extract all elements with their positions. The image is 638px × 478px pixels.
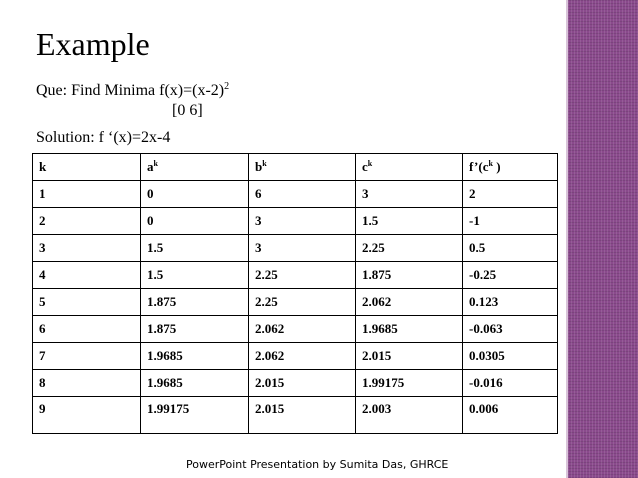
cell-b: 6 [249, 181, 356, 208]
cell-c: 2.25 [356, 235, 463, 262]
cell-b: 3 [249, 208, 356, 235]
header-bk: $b^k$ [249, 154, 356, 181]
cell-k: 4 [33, 262, 141, 289]
iteration-table [32, 153, 558, 434]
question-exponent: 2 [224, 81, 230, 92]
header-k: k [33, 154, 141, 181]
table-header-row [33, 154, 558, 181]
cell-c: 1.9685 [356, 316, 463, 343]
cell-c: 2.015 [356, 343, 463, 370]
cell-c: 3 [356, 181, 463, 208]
table-row [33, 397, 558, 434]
cell-b: 2.062 [249, 316, 356, 343]
cell-k: 9 [33, 397, 141, 434]
cell-k: 6 [33, 316, 141, 343]
cell-c: 1.875 [356, 262, 463, 289]
cell-b: 2.25 [249, 289, 356, 316]
table-row [33, 370, 558, 397]
table-row [33, 316, 558, 343]
cell-a: 0 [141, 181, 249, 208]
table-row [33, 181, 558, 208]
cell-a: 1.5 [141, 262, 249, 289]
cell-a: 1.9685 [141, 343, 249, 370]
header-fprime-ck: $f’(c^k$ ) [463, 154, 558, 181]
cell-fprime: -0.063 [463, 316, 558, 343]
question-line [36, 77, 229, 101]
cell-a: 1.875 [141, 316, 249, 343]
decorative-sidebar [568, 0, 638, 478]
cell-b: 2.062 [249, 343, 356, 370]
cell-k: 7 [33, 343, 141, 370]
cell-k: 3 [33, 235, 141, 262]
cell-c: 1.99175 [356, 370, 463, 397]
cell-fprime: 0.0305 [463, 343, 558, 370]
cell-b: 3 [249, 235, 356, 262]
cell-fprime: -0.25 [463, 262, 558, 289]
table-row [33, 343, 558, 370]
table-row [33, 235, 558, 262]
cell-fprime: 0.123 [463, 289, 558, 316]
cell-k: 5 [33, 289, 141, 316]
cell-fprime: 2 [463, 181, 558, 208]
cell-k: 2 [33, 208, 141, 235]
cell-c: 2.062 [356, 289, 463, 316]
question-text: Que: Find Minima f(x)=(x-2) [36, 82, 225, 99]
table-row [33, 262, 558, 289]
cell-fprime: 0.5 [463, 235, 558, 262]
cell-a: 1.875 [141, 289, 249, 316]
cell-a: 0 [141, 208, 249, 235]
cell-fprime: -0.016 [463, 370, 558, 397]
cell-a: 1.99175 [141, 397, 249, 434]
header-ck: $c^k$ [356, 154, 463, 181]
cell-fprime: -1 [463, 208, 558, 235]
table-row [33, 208, 558, 235]
footer-credit: PowerPoint Presentation by Sumita Das, GHRCE [186, 458, 449, 471]
cell-b: 2.015 [249, 397, 356, 434]
interval-text: [0 6] [172, 102, 203, 119]
cell-b: 2.015 [249, 370, 356, 397]
cell-a: 1.5 [141, 235, 249, 262]
slide-title: Example [36, 26, 150, 62]
cell-a: 1.9685 [141, 370, 249, 397]
solution-text: Solution: f ‘(x)=2x-4 [36, 129, 171, 146]
cell-fprime: 0.006 [463, 397, 558, 434]
cell-b: 2.25 [249, 262, 356, 289]
cell-c: 2.003 [356, 397, 463, 434]
cell-c: 1.5 [356, 208, 463, 235]
cell-k: 1 [33, 181, 141, 208]
cell-k: 8 [33, 370, 141, 397]
table-row [33, 289, 558, 316]
header-ak: $a^k$ [141, 154, 249, 181]
